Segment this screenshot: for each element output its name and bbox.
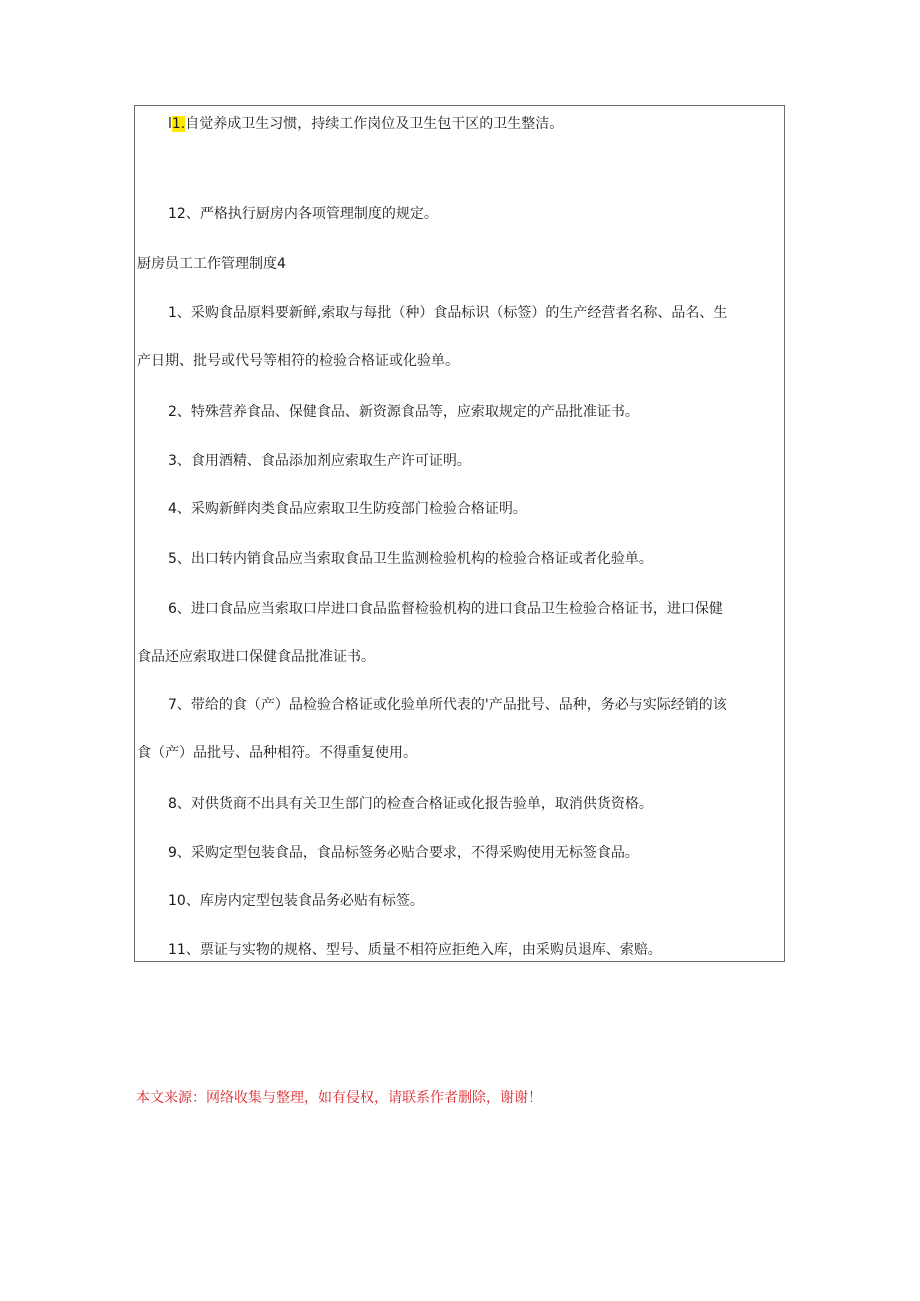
source-note: 本文来源：网络收集与整理，如有侵权，请联系作者删除，谢谢！ [136,1090,542,1106]
paragraph-9: 9、采购定型包装食品，食品标签务必贴合要求，不得采购使用无标签食品。 [168,845,639,861]
section-title: 厨房员工工作管理制度4 [137,256,286,272]
paragraph-5: 5、出口转内销食品应当索取食品卫生监测检验机构的检验合格证或者化验单。 [168,551,653,567]
item-11-text: 自觉养成卫生习惯，持续工作岗位及卫生包干区的卫生整洁。 [185,116,564,132]
paragraph-6-line-2: 食品还应索取进口保健食品批准证书。 [137,649,375,665]
paragraph-1-line-1: 1、采购食品原料要新鲜,索取与每批（种）食品标识（标签）的生产经营者名称、品名、生 [168,305,728,321]
paragraph-2: 2、特殊营养食品、保健食品、新资源食品等，应索取规定的产品批准证书。 [168,404,639,420]
paragraph-7-line-1: 7、带给的食（产）品检验合格证或化验单所代表的'产品批号、品种，务必与实际经销的该 [168,697,727,713]
highlighted-number: 1. [171,116,186,132]
paragraph-7-line-2: 食（产）品批号、品种相符。不得重复使用。 [137,745,417,761]
paragraph-6-line-1: 6、进口食品应当索取口岸进口食品监督检验机构的进口食品卫生检验合格证书，进口保健 [168,601,723,617]
paragraph-8: 8、对供货商不出具有关卫生部门的检查合格证或化报告验单，取消供货资格。 [168,796,653,812]
paragraph-10: 10、库房内定型包装食品务必贴有标签。 [168,893,424,909]
item-11-prefix: l [168,116,172,132]
document-frame [134,105,785,962]
paragraph-3: 3、食用酒精、食品添加剂应索取生产许可证明。 [168,453,471,469]
item-12: 12、严格执行厨房内各项管理制度的规定。 [168,206,438,222]
paragraph-11: 11、票证与实物的规格、型号、质量不相符应拒绝入库，由采购员退库、索赔。 [168,942,662,958]
paragraph-4: 4、采购新鲜肉类食品应索取卫生防疫部门检验合格证明。 [168,501,527,517]
paragraph-1-line-2: 产日期、批号或代号等相符的检验合格证或化验单。 [137,353,459,369]
item-11-line [135,114,784,134]
